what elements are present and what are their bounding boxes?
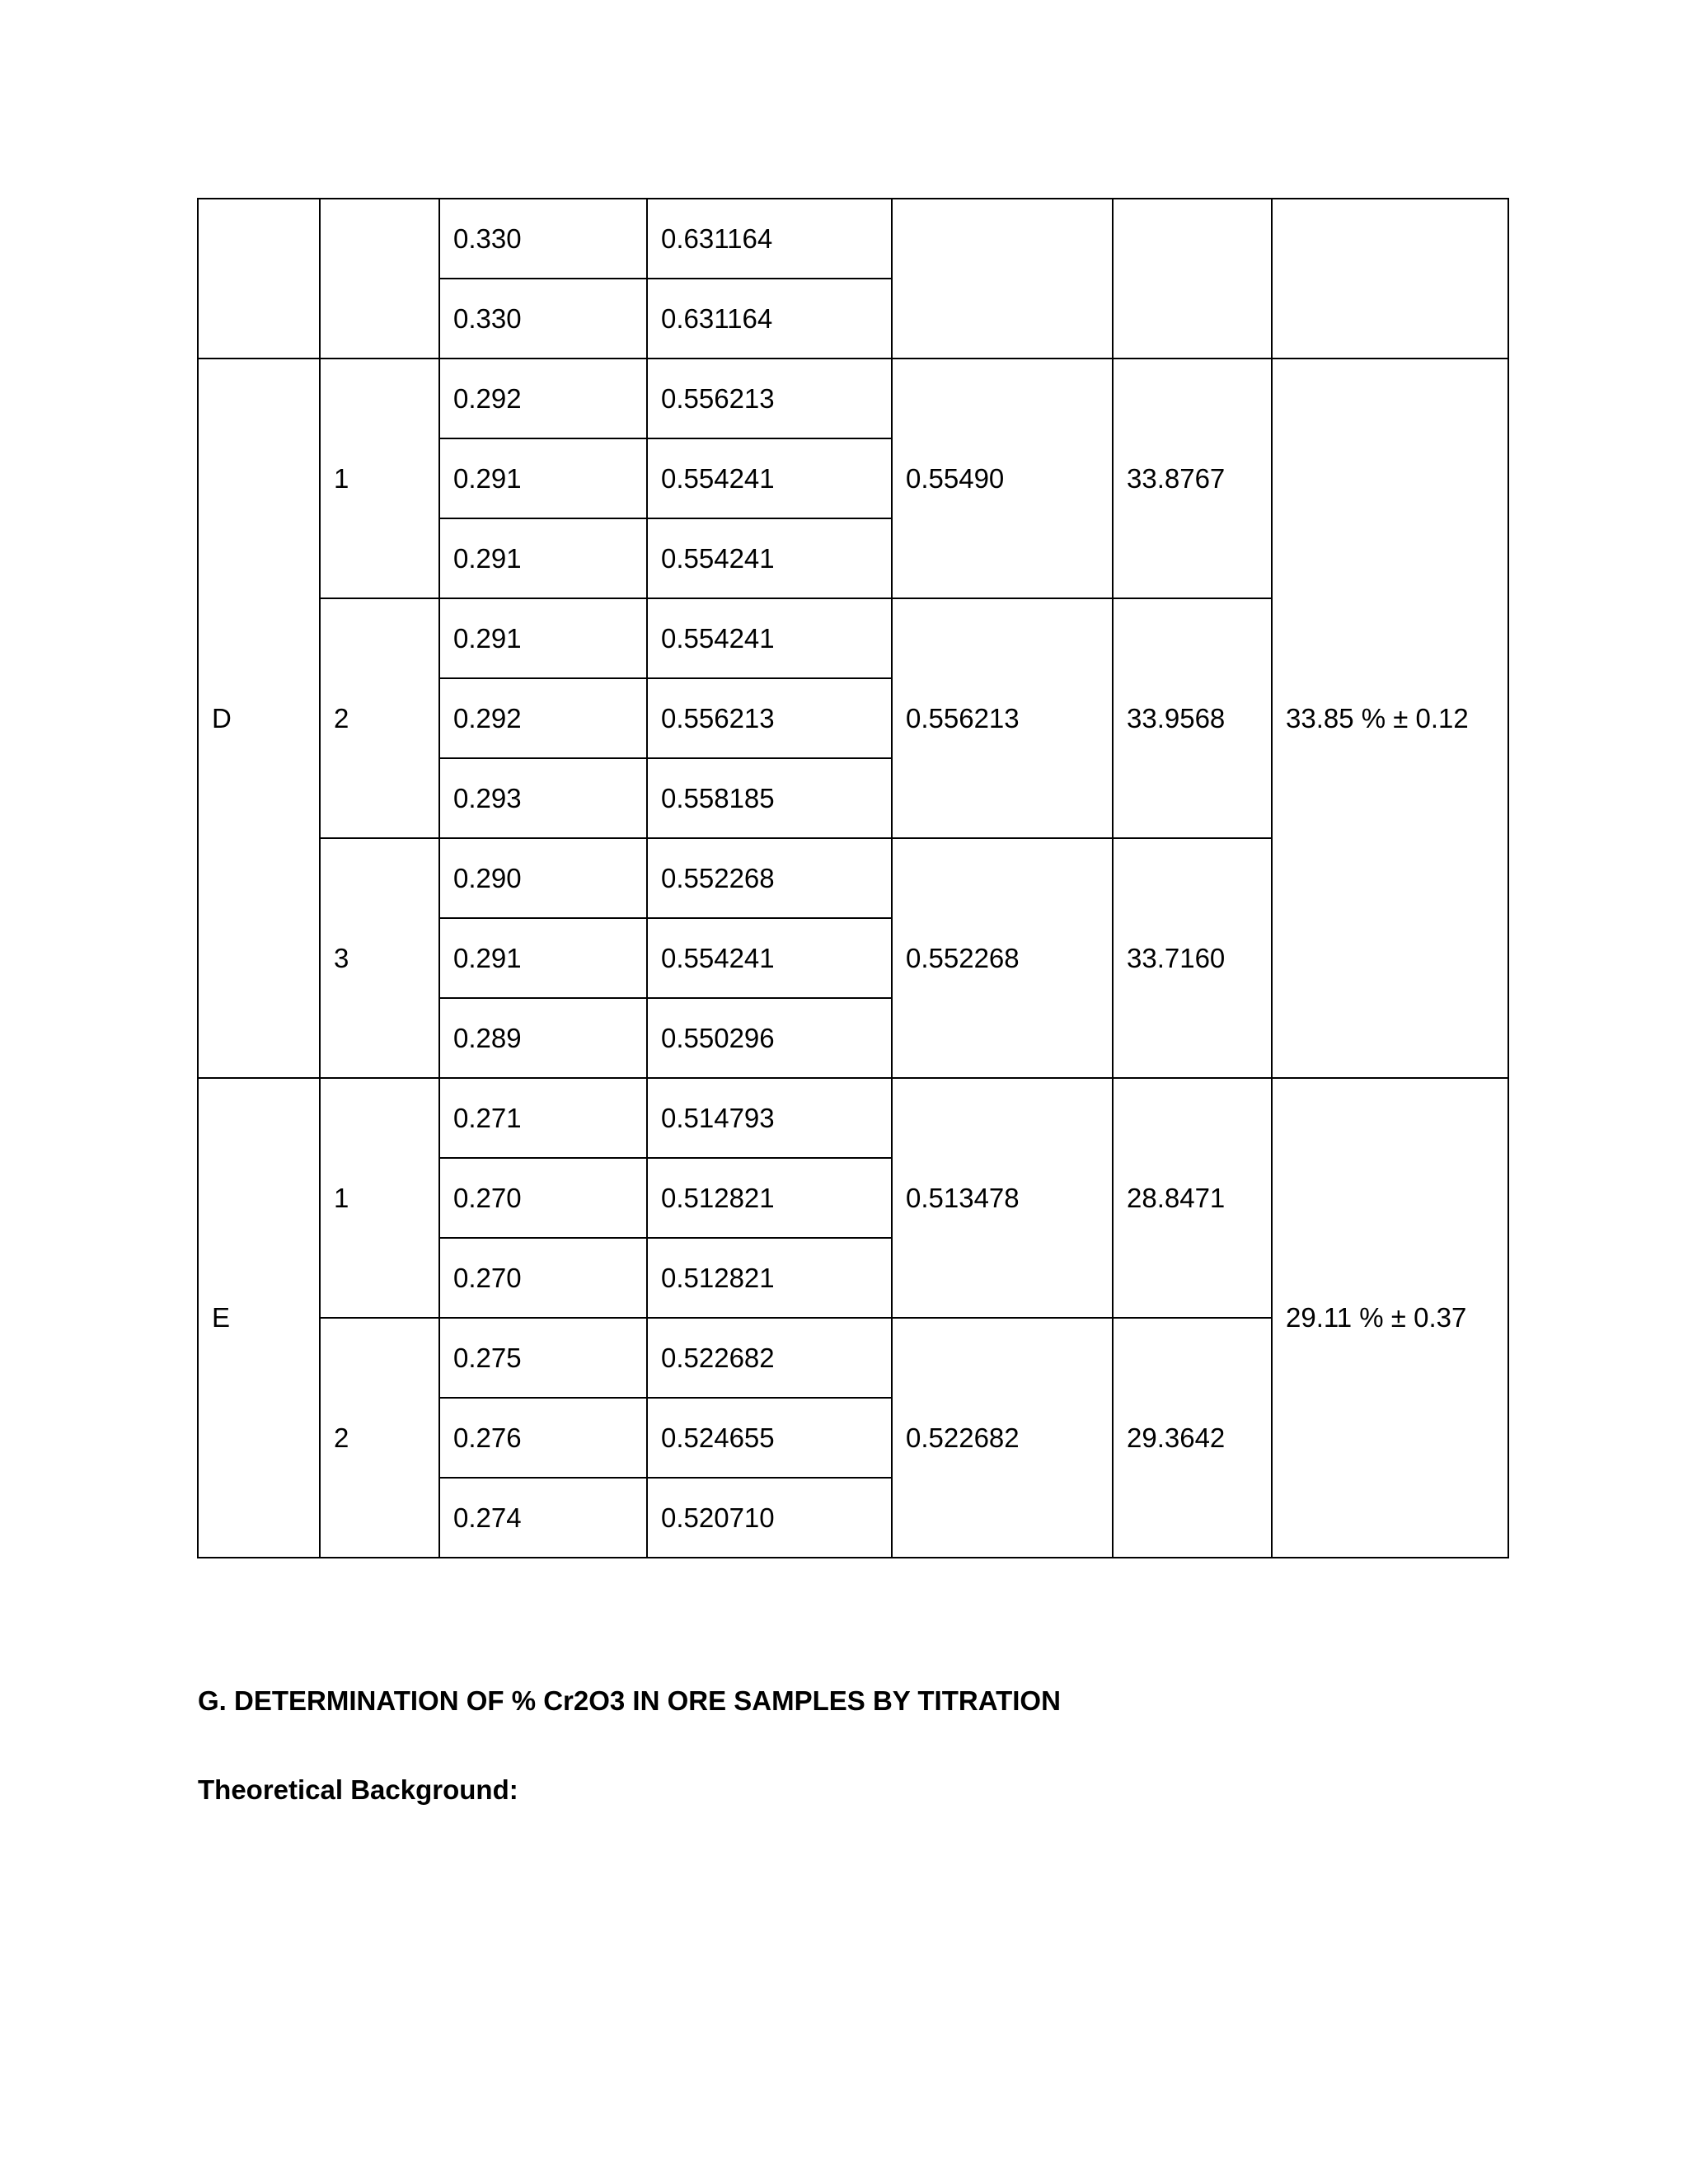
value-cell: 0.512821 [647, 1238, 892, 1318]
sample-cell-empty [198, 199, 320, 359]
trial-number-cell: 2 [320, 598, 439, 838]
reading-cell: 0.330 [439, 199, 647, 279]
percent-cell: 28.8471 [1113, 1078, 1272, 1318]
trial-number-cell: 1 [320, 1078, 439, 1318]
overall-result-cell: 29.11 % ± 0.37 [1272, 1078, 1508, 1558]
reading-cell: 0.276 [439, 1398, 647, 1478]
trial-number-cell: 1 [320, 359, 439, 598]
mean-cell-empty [892, 199, 1113, 359]
reading-cell: 0.270 [439, 1158, 647, 1238]
reading-cell: 0.292 [439, 359, 647, 438]
overall-result-cell: 33.85 % ± 0.12 [1272, 359, 1508, 1078]
value-cell: 0.554241 [647, 438, 892, 518]
value-cell: 0.554241 [647, 518, 892, 598]
trial-cell-empty [320, 199, 439, 359]
reading-cell: 0.291 [439, 518, 647, 598]
value-cell: 0.556213 [647, 678, 892, 758]
value-cell: 0.631164 [647, 199, 892, 279]
percent-cell: 29.3642 [1113, 1318, 1272, 1558]
reading-cell: 0.275 [439, 1318, 647, 1398]
reading-cell: 0.271 [439, 1078, 647, 1158]
mean-cell: 0.522682 [892, 1318, 1113, 1558]
reading-cell: 0.330 [439, 279, 647, 359]
reading-cell: 0.290 [439, 838, 647, 918]
mean-cell: 0.55490 [892, 359, 1113, 598]
value-cell: 0.631164 [647, 279, 892, 359]
sample-label-cell: D [198, 359, 320, 1078]
sample-label-cell: E [198, 1078, 320, 1558]
percent-cell: 33.9568 [1113, 598, 1272, 838]
reading-cell: 0.274 [439, 1478, 647, 1558]
value-cell: 0.556213 [647, 359, 892, 438]
percent-cell: 33.7160 [1113, 838, 1272, 1078]
reading-cell: 0.291 [439, 918, 647, 998]
trial-number-cell: 3 [320, 838, 439, 1078]
absorbance-results-table [197, 198, 1509, 1558]
table-row [198, 199, 1508, 279]
value-cell: 0.552268 [647, 838, 892, 918]
reading-cell: 0.270 [439, 1238, 647, 1318]
section-subheading: Theoretical Background: [198, 1774, 518, 1805]
table-row [198, 359, 1508, 438]
value-cell: 0.550296 [647, 998, 892, 1078]
value-cell: 0.554241 [647, 598, 892, 678]
reading-cell: 0.292 [439, 678, 647, 758]
overall-cell-empty [1272, 199, 1508, 359]
reading-cell: 0.291 [439, 598, 647, 678]
value-cell: 0.558185 [647, 758, 892, 838]
table-row [198, 1078, 1508, 1158]
value-cell: 0.554241 [647, 918, 892, 998]
section-heading: G. DETERMINATION OF % Cr2O3 IN ORE SAMPLES BY TITRATION [198, 1685, 1061, 1716]
mean-cell: 0.552268 [892, 838, 1113, 1078]
value-cell: 0.520710 [647, 1478, 892, 1558]
percent-cell-empty [1113, 199, 1272, 359]
reading-cell: 0.289 [439, 998, 647, 1078]
mean-cell: 0.556213 [892, 598, 1113, 838]
reading-cell: 0.291 [439, 438, 647, 518]
value-cell: 0.512821 [647, 1158, 892, 1238]
value-cell: 0.514793 [647, 1078, 892, 1158]
value-cell: 0.524655 [647, 1398, 892, 1478]
trial-number-cell: 2 [320, 1318, 439, 1558]
mean-cell: 0.513478 [892, 1078, 1113, 1318]
value-cell: 0.522682 [647, 1318, 892, 1398]
percent-cell: 33.8767 [1113, 359, 1272, 598]
reading-cell: 0.293 [439, 758, 647, 838]
